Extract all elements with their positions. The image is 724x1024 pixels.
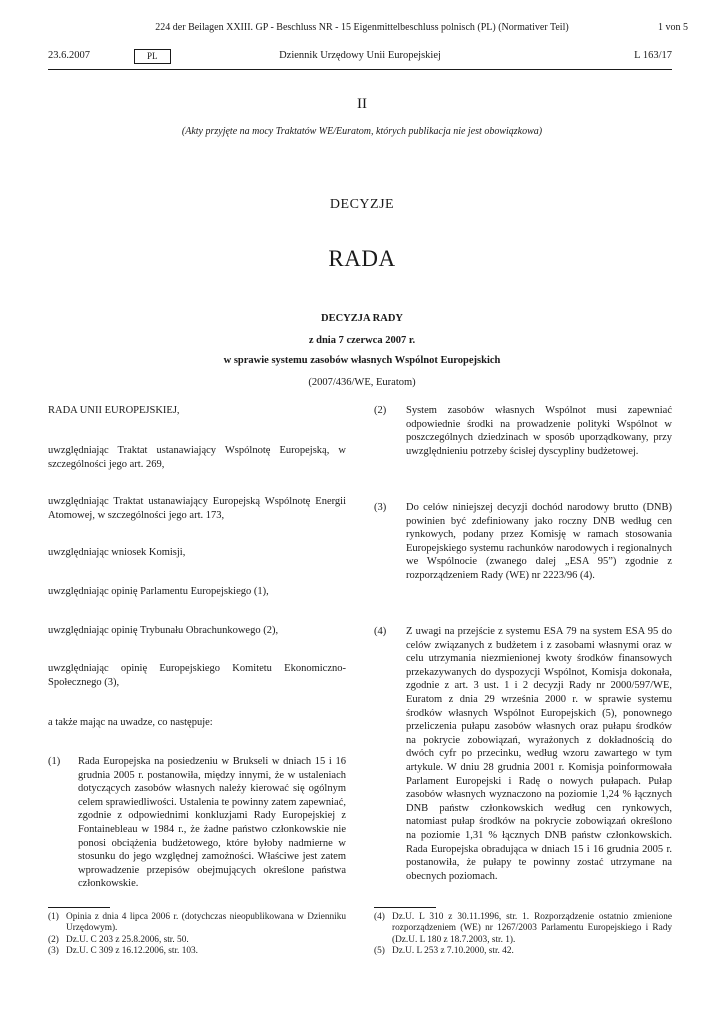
footnote-text: Dz.U. L 253 z 7.10.2000, str. 42.	[392, 946, 514, 956]
footnote-number: (2)	[48, 935, 59, 945]
footnote-number: (5)	[374, 946, 385, 956]
acts-note: (Akty przyjęte na mocy Traktatów WE/Euratom, których publikacja nie jest obowiązkowa)	[181, 126, 543, 137]
footnote-text: Opinia z dnia 4 lipca 2006 r. (dotychczas nieopublikowana w Dzienniku Urzędowym).	[66, 912, 346, 934]
recital-number: (1)	[48, 756, 61, 767]
footnote-text: Dz.U. C 309 z 16.12.2006, str. 103.	[66, 946, 198, 956]
recital-number: (4)	[374, 626, 387, 637]
recital-2	[374, 404, 672, 458]
footnote-text: Dz.U. C 203 z 25.8.2006, str. 50.	[66, 935, 189, 945]
footnote-number: (3)	[48, 946, 59, 956]
recital-text: Do celów niniejszej decyzji dochód narodowy brutto (DNB) powinien być zdefiniowany jako roczny DNB według cen rynkowych, podany przez Komisję w ramach stosowania Europejskiego systemu rachunków narodowych i regionalnych we Wspólnocie (zwanego dalej „ESA 95”) zgodnie z rozporządzeniem Rady (WE) nr 2223/96 (4).	[406, 502, 672, 581]
whereas-intro: a także mając na uwadze, co następuje:	[48, 717, 213, 728]
citation-parliament-opinion: uwzględniając opinię Parlamentu Europejskiego (1),	[48, 586, 269, 597]
footnote-number: (4)	[374, 912, 385, 922]
part-number: II	[357, 96, 367, 112]
citation-eesc-opinion: uwzględniając opinię Europejskiego Komitetu Ekonomiczno-Społecznego (3),	[48, 663, 346, 688]
recital-text: Z uwagi na przejście z systemu ESA 79 na system ESA 95 do celów związanych z budżetem i z zasobami własnymi oraz w celu utrzymania niezmienionej kwoty środków finansowych przekazywanych do dyspozycji Wspólnot, Komisja dokonała, zgodnie z art. 3 ust. 1 i 2 decyzji Rady nr 2000/597/WE, Euratom z dnia 29 września 2000 r. w sprawie systemu środków własnych Wspólnot Europejskich (5), ponownego przeliczenia pułapu zasobów własnych oraz pułapu środków na pokrycie zobowiązań, wyrażonych z dokładnością do dwóch cyfr po przecinku, według wzoru zawartego w tym artykule. W dniu 28 grudnia 2001 r. Komisja poinformowała Parlament Europejski i Radę o nowych pułapach. Pułap zasobów własnych wyznaczono na poziomie 1,24 % łącznych DNB państw członkowskich według cen rynkowych, natomiast pułap środków na pokrycie zobowiązań określono na poziomie 1,31 % łącznych DNB państw członkowskich. Rada Europejska obradująca w dniach 15 i 16 grudnia 2005 r. postanowiła, że pułapy te powinny zostać utrzymane na obecnych poziomach.	[406, 626, 672, 882]
council-heading: RADA UNII EUROPEJSKIEJ,	[48, 405, 180, 416]
recital-4	[374, 625, 672, 883]
footnote-3	[48, 946, 346, 957]
citation-commission-proposal: uwzględniając wniosek Komisji,	[48, 547, 186, 558]
citation-court-of-auditors: uwzględniając opinię Trybunału Obrachunkowego (2),	[48, 625, 279, 636]
language-badge: PL	[134, 49, 171, 64]
recital-3	[374, 501, 672, 583]
journal-number: L 163/17	[634, 50, 672, 61]
journal-name: Dziennik Urzędowy Unii Europejskiej	[279, 50, 441, 61]
recital-number: (2)	[374, 405, 387, 416]
footnote-2	[48, 935, 346, 946]
footnote-5	[374, 946, 672, 957]
recital-text: System zasobów własnych Wspólnot musi zapewniać odpowiednie środki na prowadzenie polityki Wspólnot w poszczególnych dziedzinach w sposób uporządkowany, przy uwzględnieniu potrzeby ścisłej dyscypliny budżetowej.	[406, 405, 672, 457]
footnote-number: (1)	[48, 912, 59, 922]
footnote-rule-left	[48, 907, 110, 908]
citation-euratom-treaty: uwzględniając Traktat ustanawiający Europejską Wspólnotę Energii Atomowej, w szczególności jego art. 173,	[48, 496, 346, 521]
institution-title: RADA	[328, 246, 396, 271]
recital-text: Rada Europejska na posiedzeniu w Brukseli w dniach 15 i 16 grudnia 2005 r. postanowiła, między innymi, że w ustaleniach dotyczących zasobów własnych należy kierować się ogólnym celem sprawiedliwości. Ustalenia te powinny zatem zapewniać, zgodnie z odpowiednimi konkluzjami Rady Europejskiej z Fontainebleau w 1984 r., że żadne państwo członkowskie nie ponosi obciążenia budżetowego, które byłoby nadmierne w stosunku do jego względnej zamożności. Właściwe jest zatem wprowadzenie przepisów obejmujących określone państwa członkowskie.	[78, 756, 346, 890]
decision-date: z dnia 7 czerwca 2007 r.	[308, 335, 416, 346]
document-title: 224 der Beilagen XXIII. GP - Beschluss NR - 15 Eigenmittelbeschluss polnisch (PL) (Normativer Teil)	[155, 22, 569, 33]
header-rule	[48, 69, 672, 70]
decision-reference: (2007/436/WE, Euratom)	[308, 377, 416, 388]
footnote-text: Dz.U. L 310 z 30.11.1996, str. 1. Rozporządzenie ostatnio zmienione rozporządzeniem (WE) nr 1267/2003 Parlamentu Europejskiego i Rady (Dz.U. L 180 z 18.7.2003, str. 1).	[392, 912, 672, 945]
footnote-rule-right	[374, 907, 436, 908]
footnote-4	[374, 912, 672, 946]
decision-subject: w sprawie systemu zasobów własnych Wspólnot Europejskich	[223, 355, 501, 366]
publication-date: 23.6.2007	[48, 50, 90, 61]
journal-header	[48, 50, 672, 68]
recital-number: (3)	[374, 502, 387, 513]
citation-ec-treaty: uwzględniając Traktat ustanawiający Wspólnotę Europejską, w szczególności jego art. 269,	[48, 445, 346, 470]
footnote-1	[48, 912, 346, 935]
decision-title: DECYZJA RADY	[321, 313, 403, 324]
recital-1	[48, 755, 346, 891]
section-title: DECYZJE	[329, 197, 395, 212]
page-indicator: 1 von 5	[658, 22, 688, 33]
